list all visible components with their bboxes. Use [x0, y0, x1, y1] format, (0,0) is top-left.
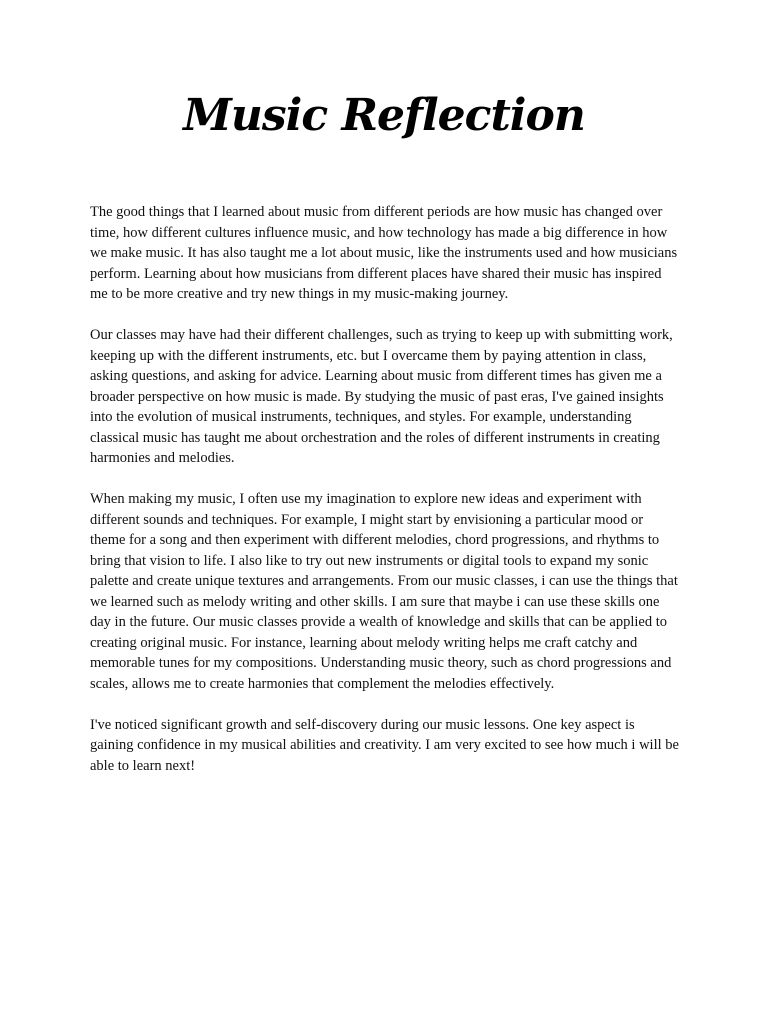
paragraph-4: I've noticed significant growth and self-discovery during our music lessons. One key aspect is gaining confidence in my musical abilities and creativity. I am very excited to see how much i will be able to learn next! — [90, 716, 679, 774]
document-body — [90, 202, 680, 797]
paragraph-1: The good things that I learned about music from different periods are how music has changed over time, how different cultures influence music, and how technology has made a big difference in how we make music. It has also taught me a lot about music, like the instruments used and how musicians perform. Learning about how musicians from different places have shared their music has inspired me to be more creative and try new things in my music-making journey. — [90, 204, 678, 302]
paragraph-2: Our classes may have had their different challenges, such as trying to keep up with submitting work, keeping up with the different instruments, etc. but I overcame them by paying attention in class, asking questions, and asking for advice. Learning about music from different times has given me a broader perspective on how music is made. By studying the music of past eras, I've gained insights into the evolution of musical instruments, techniques, and styles. For example, understanding classical music has taught me about orchestration and the roles of different instruments in creating harmonies and melodies. — [90, 327, 673, 466]
page-title: Music Reflection — [183, 90, 585, 141]
paragraph-3: When making my music, I often use my imagination to explore new ideas and experiment with different sounds and techniques. For example, I might start by envisioning a particular mood or theme for a song and then experiment with different melodies, chord progressions, and rhythms to bring that vision to life. I also like to try out new instruments or digital tools to expand my sonic palette and create unique textures and arrangements. From our music classes, i can use the things that we learned such as melody writing and other skills. I am sure that maybe i can use these skills one day in the future. Our music classes provide a wealth of knowledge and skills that can be applied to creating original music. For instance, learning about melody writing helps me craft catchy and memorable tunes for my compositions. Understanding music theory, such as chord progressions and scales, allows me to create harmonies that complement the melodies effectively. — [90, 491, 678, 692]
